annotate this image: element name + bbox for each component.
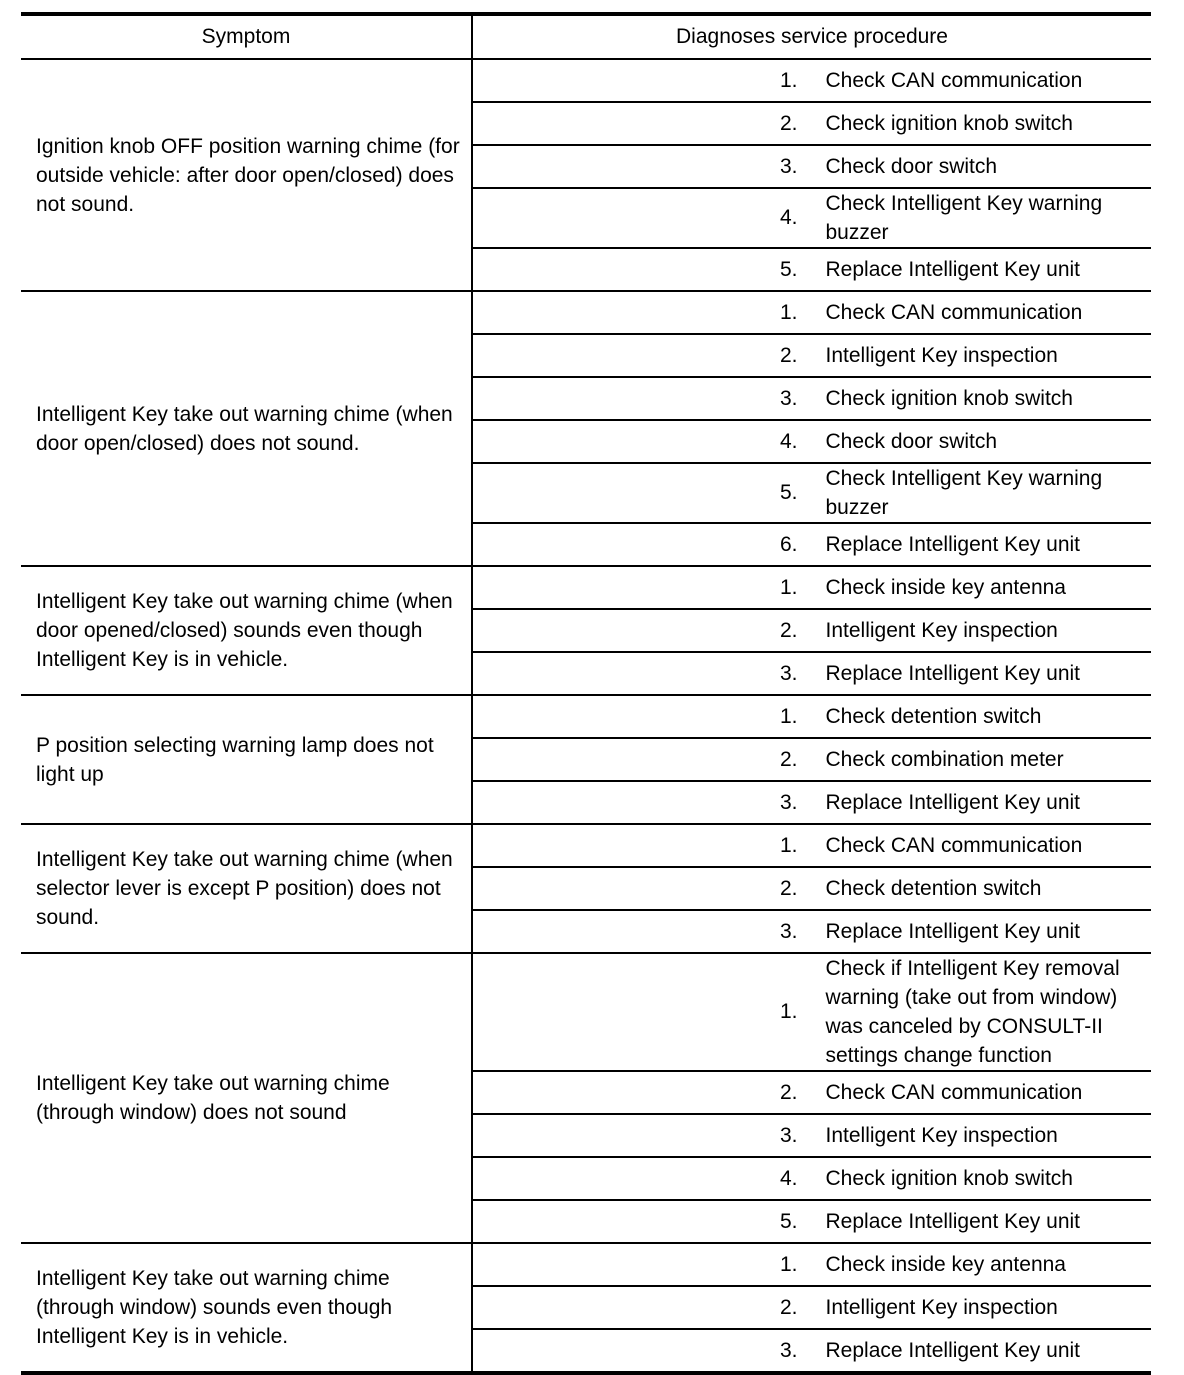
step-number: 2. xyxy=(472,102,812,145)
table-row xyxy=(21,824,1151,867)
step-number: 1. xyxy=(472,1243,812,1286)
step-text: Check CAN communication xyxy=(812,1071,1152,1114)
step-number: 3. xyxy=(779,1338,798,1362)
step-text: Replace Intelligent Key unit xyxy=(812,1200,1152,1243)
step-number: 3. xyxy=(472,145,812,188)
step-text: Check inside key antenna xyxy=(812,566,1152,609)
step-text: Check CAN communication xyxy=(812,59,1152,102)
step-number: 2. xyxy=(472,609,812,652)
table-row xyxy=(21,953,1151,1071)
step-number: 2. xyxy=(472,334,812,377)
step-number: 1. xyxy=(472,59,812,102)
table-body xyxy=(21,59,1151,1373)
step-number: 3. xyxy=(472,910,812,953)
step-text: Check if Intelligent Key removal warning (take out from window) was canceled by CONSULT-II settings change function xyxy=(812,953,1152,1071)
step-text: Check inside key antenna xyxy=(812,1243,1152,1286)
step-number: 5. xyxy=(472,463,812,523)
step-number: 6. xyxy=(472,523,812,566)
table-row xyxy=(21,59,1151,102)
step-text: Intelligent Key inspection xyxy=(812,1286,1152,1329)
step-text: Check combination meter xyxy=(812,738,1152,781)
table-row xyxy=(21,695,1151,738)
step-text: Check ignition knob switch xyxy=(812,102,1152,145)
step-text: Replace Intelligent Key unit xyxy=(812,523,1152,566)
header-row xyxy=(21,14,1151,59)
symptom-cell: Intelligent Key take out warning chime (when selector lever is except P position) does not sound. xyxy=(21,824,472,953)
step-number: 5. xyxy=(472,248,812,291)
symptom-cell: Ignition knob OFF position warning chime (for outside vehicle: after door open/closed) does not sound. xyxy=(21,59,472,291)
step-number: 1. xyxy=(472,824,812,867)
step-number: 1. xyxy=(472,566,812,609)
step-number: 4. xyxy=(472,420,812,463)
step-text: Intelligent Key inspection xyxy=(812,1114,1152,1157)
diagnosis-table xyxy=(21,12,1151,1375)
table-row xyxy=(21,291,1151,334)
step-number: 3. xyxy=(472,1114,812,1157)
step-text: Check ignition knob switch xyxy=(812,1157,1152,1200)
header-symptom: Symptom xyxy=(21,14,472,59)
table-row xyxy=(21,1243,1151,1286)
symptom-cell: P position selecting warning lamp does not light up xyxy=(21,695,472,824)
symptom-cell: Intelligent Key take out warning chime (when door opened/closed) sounds even though Intelligent Key is in vehicle. xyxy=(21,566,472,695)
step-text: Replace Intelligent Key unit xyxy=(812,248,1152,291)
header-procedure: Diagnoses service procedure xyxy=(472,14,1151,59)
step-number: 3. xyxy=(472,377,812,420)
step-text: Check Intelligent Key warning buzzer xyxy=(812,463,1152,523)
step-text: Replace Intelligent Key unit xyxy=(812,910,1152,953)
step-number: 4. xyxy=(472,1157,812,1200)
step-text: Check detention switch xyxy=(812,867,1152,910)
step-number: 4. xyxy=(472,188,812,248)
step-number: 2. xyxy=(472,867,812,910)
table-row xyxy=(21,566,1151,609)
step-number: 3. xyxy=(472,781,812,824)
step-number: 2. xyxy=(472,1071,812,1114)
step-number: 1. xyxy=(472,695,812,738)
step-text: Replace Intelligent Key unit xyxy=(812,652,1152,695)
step-text: Check Intelligent Key warning buzzer xyxy=(812,188,1152,248)
step-text: Check CAN communication xyxy=(812,291,1152,334)
step-text: Replace Intelligent Key unit xyxy=(812,781,1152,824)
step-text: Check ignition knob switch xyxy=(812,377,1152,420)
step-number: 2. xyxy=(472,1286,812,1329)
symptom-cell: Intelligent Key take out warning chime (through window) sounds even though Intelligent Key is in vehicle. xyxy=(21,1243,472,1373)
symptom-cell: Intelligent Key take out warning chime (when door open/closed) does not sound. xyxy=(21,291,472,566)
step-number: 5. xyxy=(472,1200,812,1243)
step-text: Check CAN communication xyxy=(812,824,1152,867)
step-text: Replace Intelligent Key unit xyxy=(825,1339,1080,1362)
step-number: 2. xyxy=(472,738,812,781)
step-number: 1. xyxy=(472,953,812,1071)
step-number: 3. xyxy=(472,652,812,695)
step-text: Check door switch xyxy=(812,145,1152,188)
step-number: 1. xyxy=(472,291,812,334)
step-text: Check detention switch xyxy=(812,695,1152,738)
step-text: Intelligent Key inspection xyxy=(812,609,1152,652)
step-text: Intelligent Key inspection xyxy=(812,334,1152,377)
step-text: Check door switch xyxy=(812,420,1152,463)
symptom-cell: Intelligent Key take out warning chime (through window) does not sound xyxy=(21,953,472,1243)
